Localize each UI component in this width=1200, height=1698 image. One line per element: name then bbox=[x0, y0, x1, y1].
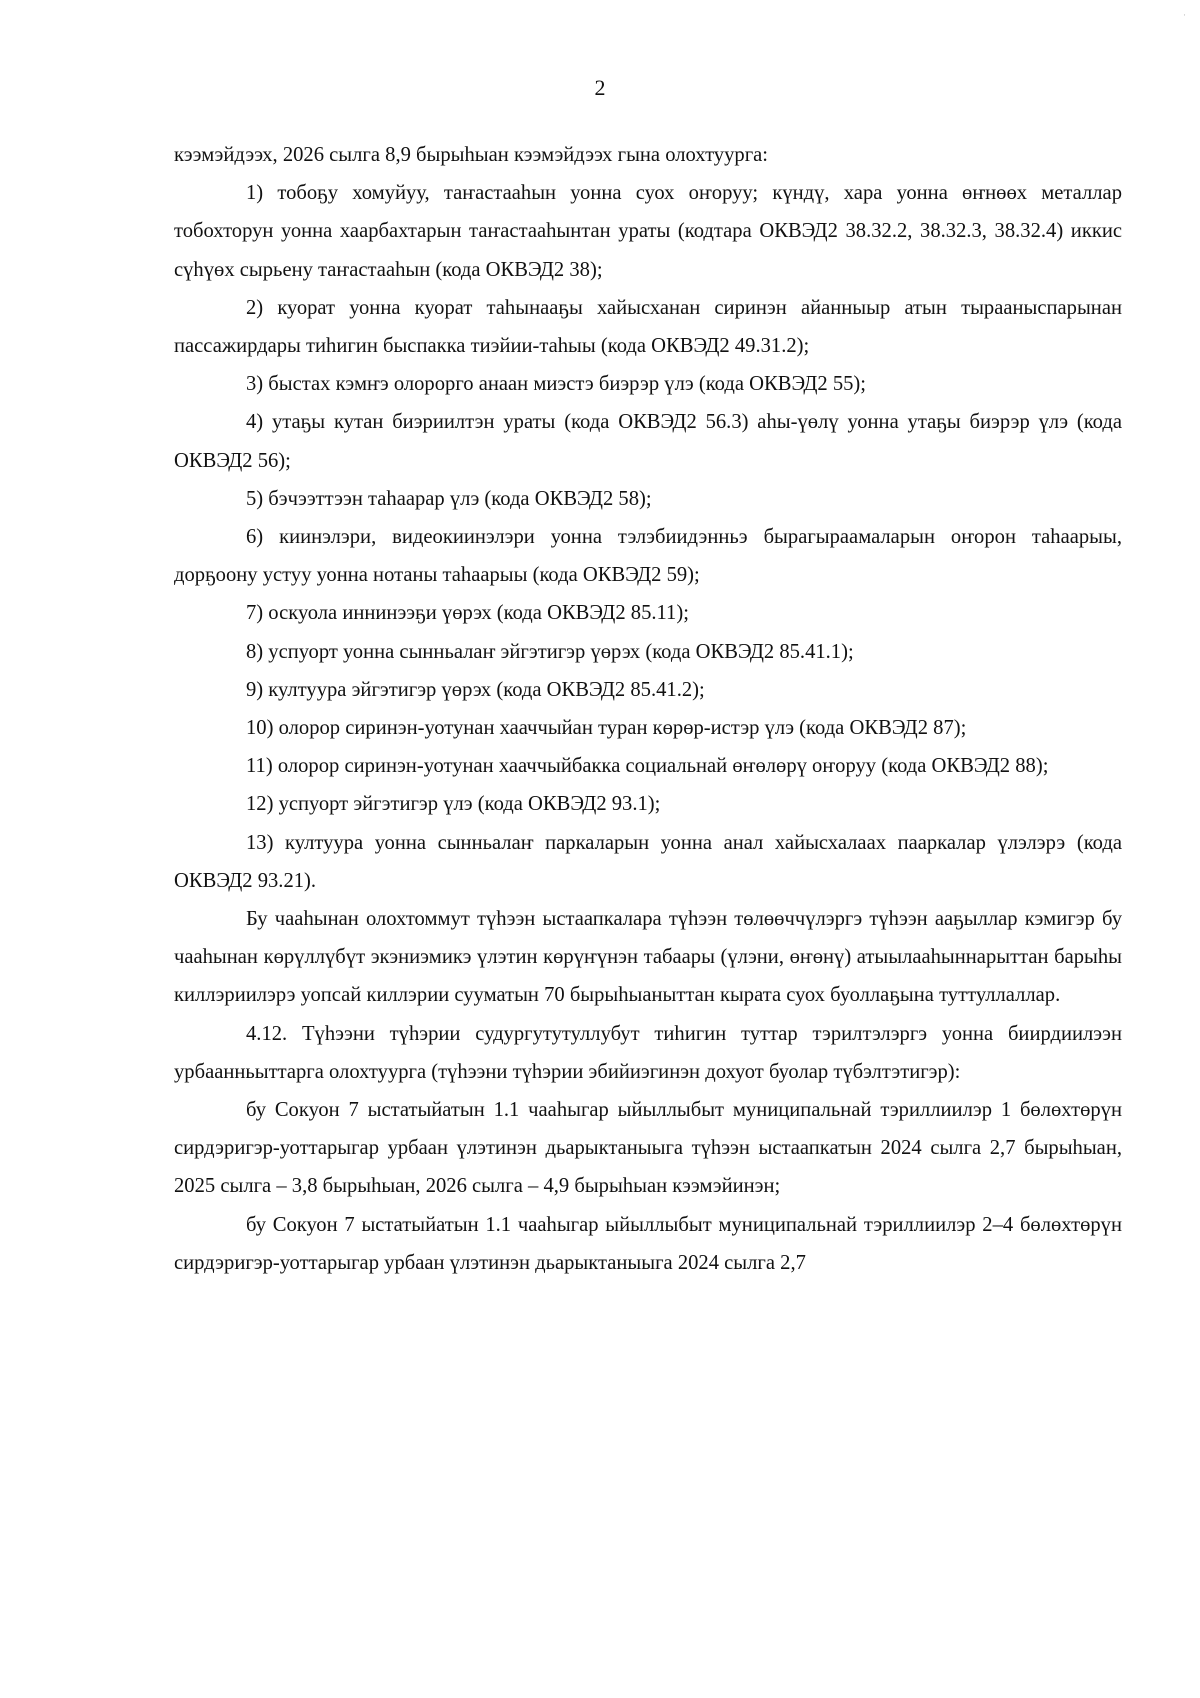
list-item-1: 1) тобоҕу хомуйуу, таҥастааһын уонна суох оҥоруу; күндү, хара уонна өҥнөөх металлар тобохторун уонна хаарбахтарын таҥастааһынтан ураты (кодтара ОКВЭД2 38.32.2, 38.32.3, 38.32.4) иккис сүһүөх сырьену таҥастааһын (кода ОКВЭД2 38); bbox=[174, 182, 1122, 281]
list-item-6: 6) киинэлэри, видеокиинэлэри уонна тэлэбиидэнньэ бырагыраамаларын оҥорон таһаарыы, дорҕоону устуу уонна нотаны таһаарыы (кода ОКВЭД2 59); bbox=[174, 526, 1122, 587]
list-item-11: 11) олорор сиринэн-уотунан хааччыйбакка социальнай өҥөлөрү оҥоруу (кода ОКВЭД2 88); bbox=[246, 755, 1049, 778]
list-item-13: 13) култуура уонна сынньалаҥ паркаларын уонна анал хайысхалаах пааркалар үлэлэрэ (кода ОКВЭД2 93.21). bbox=[174, 831, 1122, 892]
list-item-2: 2) куорат уонна куорат таһынааҕы хайысханан сиринэн айанныыр атын тырааныспарынан пассажирдары тиһигин быспакка тиэйии-таһыы (кода ОКВЭД2 49.31.2); bbox=[174, 296, 1122, 358]
list-item-3: 3) быстах кэмҥэ олорорго анаан миэстэ биэрэр үлэ (кода ОКВЭД2 55); bbox=[246, 373, 867, 396]
paragraph-section-4-12: 4.12. Түһээни түһэрии судургутутуллубут тиһигин туттар тэрилтэлэргэ уонна биирдиилээн урбаанньыттарга олохтуурга (түһээни түһэрии эбийиэгинэн дохуот буолар түбэлтэтигэр): bbox=[174, 1022, 1122, 1083]
list-item-8: 8) успуорт уонна сынньалаҥ эйгэтигэр үөрэх (кода ОКВЭД2 85.41.1); bbox=[246, 640, 854, 663]
paragraph-rate-conditions: Бу чааһынан олохтоммут түһээн ыстаапкалара түһээн төлөөччүлэргэ түһээн ааҕыллар кэмигэр бу чааһынан көрүллүбүт экэниэмикэ үлэтин көрүҥүнэн табаары (үлэни, өҥөнү) атыылааһыннарыттан барыһы киллэриилэрэ уопсай киллэрии сууматын 70 бырыһыаныттан кырата суох буоллаҕына туттуллаллар. bbox=[174, 908, 1122, 1007]
paragraph-group-1-rates: бу Сокуон 7 ыстатыйатын 1.1 чааһыгар ыйыллыбыт муниципальнай тэриллиилэр 1 бөлөхтөрүн сирдэригэр-уоттарыгар урбаан үлэтинэн дьарыктаныыга түһээн ыстаапкатын 2024 сылга 2,7 бырыһыан, 2025 сылга – 3,8 бырыһыан, 2026 сылга – 4,9 бырыһыан кээмэйинэн; bbox=[174, 1099, 1122, 1198]
paragraph-group-2-4-rates: бу Сокуон 7 ыстатыйатын 1.1 чааһыгар ыйыллыбыт муниципальнай тэриллиилэр 2–4 бөлөхтөрүн сирдэригэр-уоттарыгар урбаан үлэтинэн дьарыктаныыга 2024 сылга 2,7 bbox=[174, 1213, 1122, 1274]
list-item-10: 10) олорор сиринэн-уотунан хааччыйан туран көрөр-истэр үлэ (кода ОКВЭД2 87); bbox=[246, 717, 967, 740]
list-item-7: 7) оскуола иннинээҕи үөрэх (кода ОКВЭД2 85.11); bbox=[246, 602, 689, 625]
paragraph-continuation: кээмэйдээх, 2026 сылга 8,9 бырыһыан кээмэйдээх гына олохтуурга: bbox=[174, 144, 769, 166]
scan-margin-mark: · bbox=[1183, 10, 1186, 20]
list-item-12: 12) успуорт эйгэтигэр үлэ (кода ОКВЭД2 93.1); bbox=[246, 793, 661, 816]
body-text bbox=[174, 136, 1122, 1282]
list-item-5: 5) бэчээттээн таһаарар үлэ (кода ОКВЭД2 58); bbox=[246, 487, 652, 510]
list-item-4: 4) утаҕы кутан биэриилтэн ураты (кода ОКВЭД2 56.3) аһы-үөлү уонна утаҕы биэрэр үлэ (кода ОКВЭД2 56); bbox=[174, 411, 1122, 472]
page-number: 2 bbox=[594, 75, 606, 100]
list-item-9: 9) култуура эйгэтигэр үөрэх (кода ОКВЭД2 85.41.2); bbox=[246, 678, 705, 701]
